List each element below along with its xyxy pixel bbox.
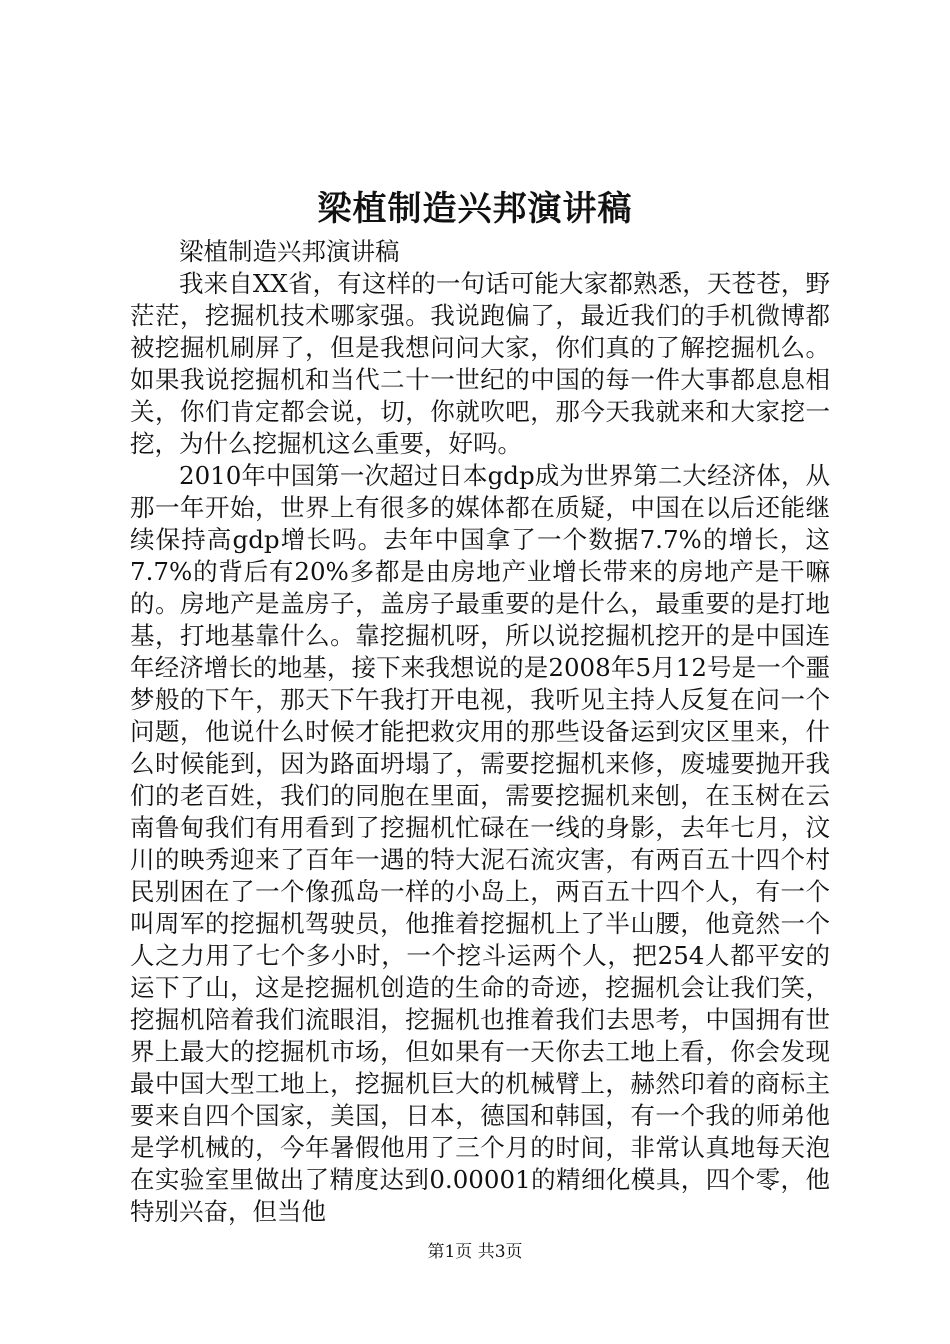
document-title: 梁植制造兴邦演讲稿 (317, 189, 633, 229)
paragraph: 我来自XX省，有这样的一句话可能大家都熟悉，天苍苍，野茫茫，挖掘机技术哪家强。我说跑偏了，最近我们的手机微博都被挖掘机刷屏了，但是我想问问大家，你们真的了解挖掘机么。如果我说挖掘机和当代二十一世纪的中国的每一件大事都息息相关，你们肯定都会说，切，你就吹吧，那今天我就来和大家挖一挖，为什么挖掘机这么重要，好吗。 (130, 269, 830, 458)
document-body (130, 236, 830, 1228)
paragraph: 2010年中国第一次超过日本gdp成为世界第二大经济体，从那一年开始，世界上有很多的媒体都在质疑，中国在以后还能继续保持高gdp增长吗。去年中国拿了一个数据7.7%的增长，这7.7%的背后有20%多都是由房地产业增长带来的房地产是干嘛的。房地产是盖房子，盖房子最重要的是什么，最重要的是打地基，打地基靠什么。靠挖掘机呀，所以说挖掘机挖开的是中国连年经济增长的地基，接下来我想说的是2008年5月12号是一个噩梦般的下午，那天下午我打开电视，我听见主持人反复在问一个问题，他说什么时候才能把救灾用的那些设备运到灾区里来，什么时候能到，因为路面坍塌了，需要挖掘机来修，废墟要抛开我们的老百姓，我们的同胞在里面，需要挖掘机来刨，在玉树在云南鲁甸我们有用看到了挖掘机忙碌在一线的身影，去年七月，汶川的映秀迎来了百年一遇的特大泥石流灾害，有两百五十四个村民别困在了一个像孤岛一样的小岛上，两百五十四个人，有一个叫周军的挖掘机驾驶员，他推着挖掘机上了半山腰，他竟然一个人之力用了七个多小时，一个挖斗运两个人，把254人都平安的运下了山，这是挖掘机创造的生命的奇迹，挖掘机会让我们笑，挖掘机陪着我们流眼泪，挖掘机也推着我们去思考，中国拥有世界上最大的挖掘机市场，但如果有一天你去工地上看，你会发现最中国大型工地上，挖掘机巨大的机械臂上，赫然印着的商标主要来自四个国家，美国，日本，德国和韩国，有一个我的师弟他是学机械的，今年暑假他用了三个月的时间，非常认真地每天泡在实验室里做出了精度达到0.00001的精细化模具，四个零，他特别兴奋，但当他 (130, 461, 830, 1226)
paragraph-heading: 梁植制造兴邦演讲稿 (179, 237, 400, 266)
page-footer: 第1页 共3页 (427, 1242, 523, 1262)
